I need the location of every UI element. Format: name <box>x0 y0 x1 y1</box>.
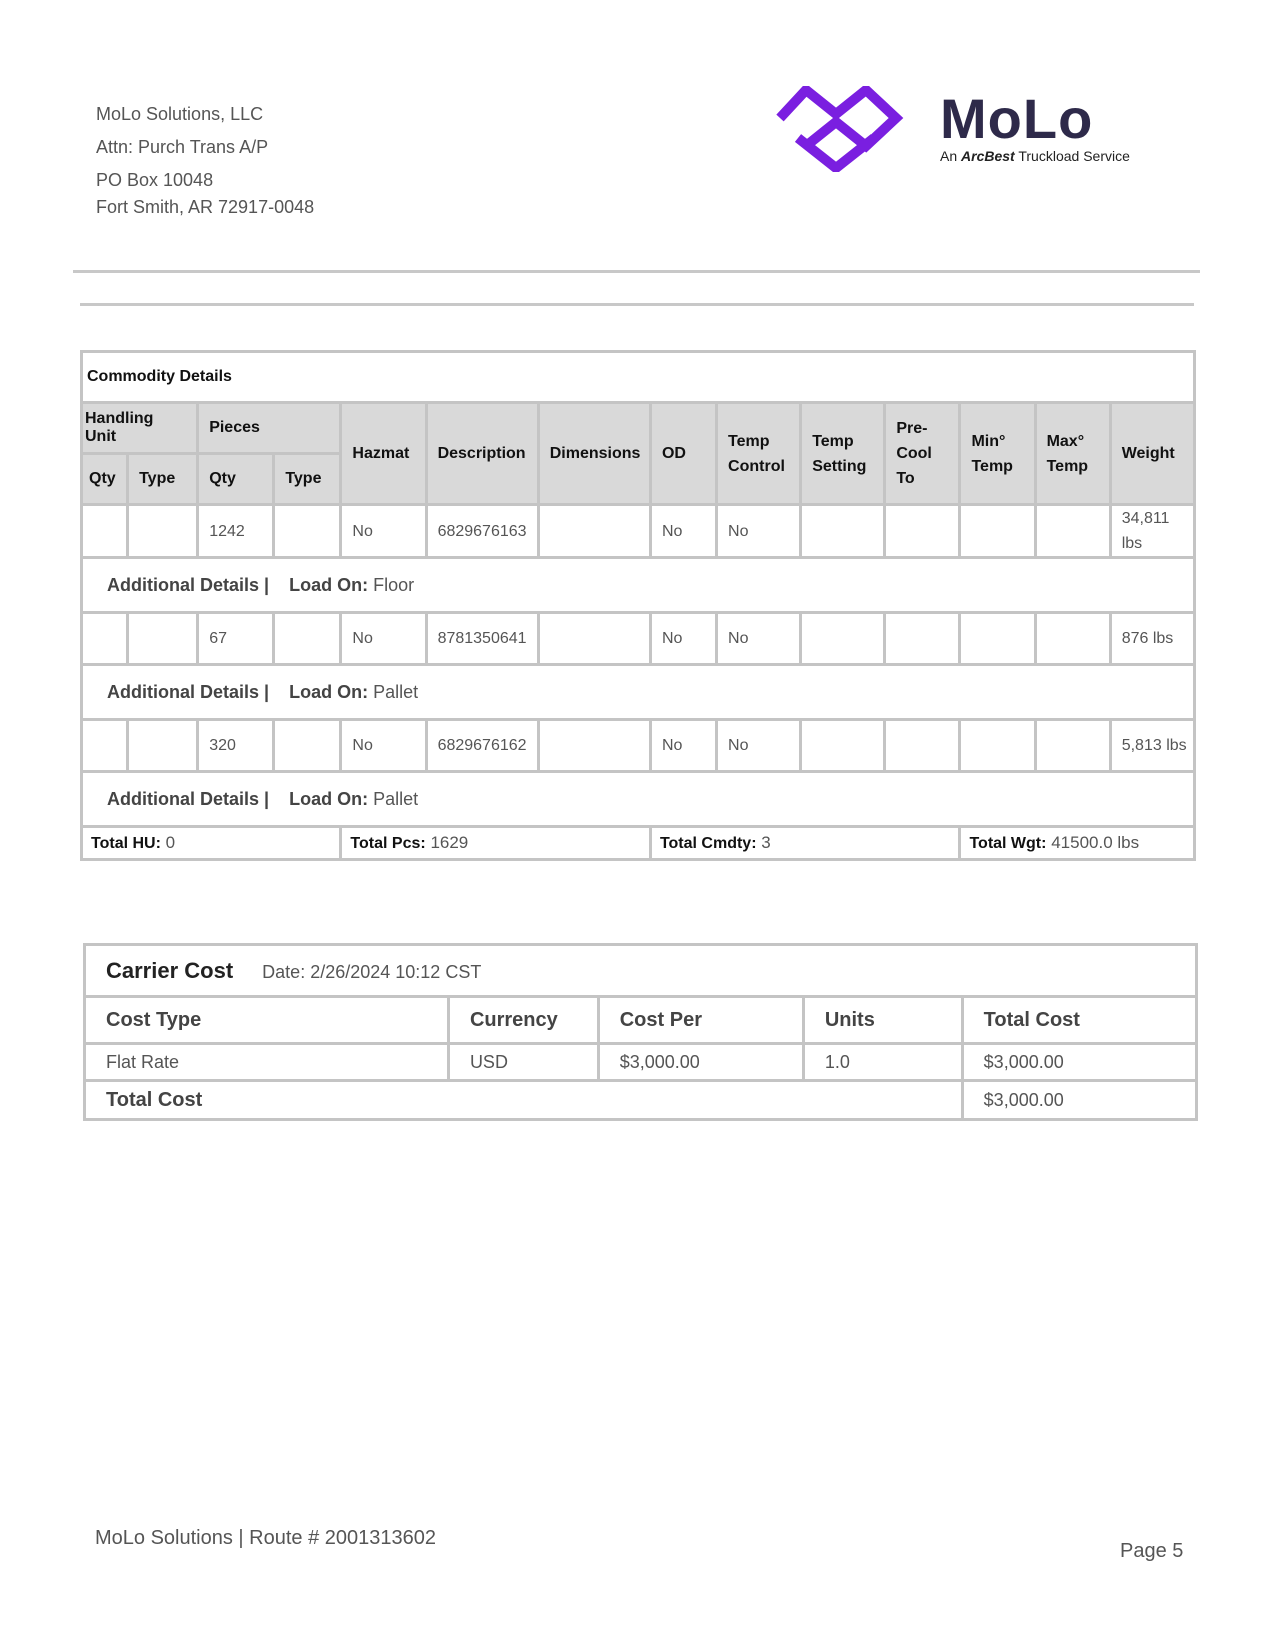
address-line-city: Fort Smith, AR 72917-0048 <box>96 197 315 217</box>
cell-weight: 34,811 lbs <box>1110 505 1194 558</box>
cell-units: 1.0 <box>803 1044 962 1081</box>
cell-hu-type <box>128 720 198 772</box>
total-cmdty-label: Total Cmdty: <box>659 835 757 852</box>
additional-details-row <box>82 558 1195 613</box>
cell-weight: 876 lbs <box>1110 613 1194 665</box>
commodity-row <box>82 505 1195 558</box>
cell-hu-qty <box>82 613 128 665</box>
logo-tag-brand: ArcBest <box>961 148 1015 164</box>
cell-cost-per: $3,000.00 <box>598 1044 803 1081</box>
cell-currency: USD <box>448 1044 598 1081</box>
cell-od: No <box>650 613 716 665</box>
page-number: Page 5 <box>1120 1540 1184 1562</box>
total-pcs-label: Total Pcs: <box>350 835 426 852</box>
header-pc-type: Type <box>274 454 341 505</box>
cell-description: 8781350641 <box>426 613 538 665</box>
load-on-label: Load On: <box>289 574 369 595</box>
col-total-cost: Total Cost <box>962 997 1196 1044</box>
col-units: Units <box>803 997 962 1044</box>
cell-temp-setting <box>801 720 885 772</box>
header-handling-unit: Handling Unit <box>82 403 198 454</box>
commodity-row <box>82 613 1195 665</box>
divider-top <box>73 270 1200 273</box>
cell-pc-type <box>274 720 341 772</box>
header-weight: Weight <box>1110 403 1194 505</box>
total-hu <box>82 827 341 860</box>
cell-pre-cool <box>885 613 960 665</box>
cell-temp-control: No <box>717 505 801 558</box>
carrier-cost-date: Date: 2/26/2024 10:12 CST <box>262 961 482 982</box>
cell-dimensions <box>538 720 650 772</box>
carrier-cost-header <box>85 945 1197 997</box>
col-cost-per: Cost Per <box>598 997 803 1044</box>
additional-details-row <box>82 772 1195 827</box>
commodity-totals-row <box>82 827 1195 860</box>
cell-temp-control: No <box>717 613 801 665</box>
cell-pc-qty: 320 <box>198 720 274 772</box>
address-line-attn: Attn: Purch Trans A/P <box>96 137 269 157</box>
cell-pre-cool <box>885 720 960 772</box>
cell-temp-setting <box>801 505 885 558</box>
cell-cost-type: Flat Rate <box>85 1044 449 1081</box>
cell-description: 6829676163 <box>426 505 538 558</box>
cell-pre-cool <box>885 505 960 558</box>
cell-pc-type <box>274 505 341 558</box>
cell-hu-qty <box>82 720 128 772</box>
cell-max-temp <box>1035 613 1110 665</box>
cell-min-temp <box>960 720 1035 772</box>
header-dimensions: Dimensions <box>538 403 650 505</box>
header-hu-type: Type <box>128 454 198 505</box>
address-line-pobox: PO Box 10048 <box>96 170 214 190</box>
additional-details <box>82 665 1195 720</box>
additional-details-label: Additional Details | <box>107 788 270 809</box>
total-cost-label: Total Cost <box>85 1081 963 1120</box>
cell-total-cost: $3,000.00 <box>962 1044 1196 1081</box>
cell-hu-qty <box>82 505 128 558</box>
header-min-temp: Min° Temp <box>960 403 1035 505</box>
col-cost-type: Cost Type <box>85 997 449 1044</box>
commodity-details-table <box>80 350 1196 861</box>
cell-temp-control: No <box>717 720 801 772</box>
col-currency: Currency <box>448 997 598 1044</box>
header-description: Description <box>426 403 538 505</box>
total-wgt-value: 41500.0 lbs <box>1051 833 1140 852</box>
load-on-value: Pallet <box>373 788 419 809</box>
cell-od: No <box>650 720 716 772</box>
cell-dimensions <box>538 613 650 665</box>
total-cmdty-value: 3 <box>761 833 771 852</box>
divider-second <box>80 303 1194 306</box>
cell-min-temp <box>960 505 1035 558</box>
cell-description: 6829676162 <box>426 720 538 772</box>
additional-details-label: Additional Details | <box>107 574 270 595</box>
header-max-temp: Max° Temp <box>1035 403 1110 505</box>
load-on-label: Load On: <box>289 681 369 702</box>
header-temp-setting: Temp Setting <box>801 403 885 505</box>
address-line-company: MoLo Solutions, LLC <box>96 104 264 124</box>
total-wgt-label: Total Wgt: <box>969 835 1047 852</box>
header-pc-qty: Qty <box>198 454 274 505</box>
additional-details-row <box>82 665 1195 720</box>
cell-weight: 5,813 lbs <box>1110 720 1194 772</box>
logo-tagline <box>940 148 1130 164</box>
total-pcs-value: 1629 <box>430 833 469 852</box>
total-cmdty <box>650 827 960 860</box>
total-pcs <box>341 827 651 860</box>
cell-hazmat: No <box>341 720 426 772</box>
cell-max-temp <box>1035 720 1110 772</box>
additional-details <box>82 558 1195 613</box>
additional-details-label: Additional Details | <box>107 681 270 702</box>
cell-pc-type <box>274 613 341 665</box>
cell-hu-type <box>128 505 198 558</box>
header-hazmat: Hazmat <box>341 403 426 505</box>
footer-route: MoLo Solutions | Route # 2001313602 <box>95 1527 437 1549</box>
load-on-value: Pallet <box>373 681 419 702</box>
cell-pc-qty: 67 <box>198 613 274 665</box>
logo-tag-prefix: An <box>940 148 958 164</box>
cell-dimensions <box>538 505 650 558</box>
cell-hu-type <box>128 613 198 665</box>
total-cost-value: $3,000.00 <box>962 1081 1196 1120</box>
commodity-row <box>82 720 1195 772</box>
total-hu-label: Total HU: <box>91 835 161 852</box>
carrier-cost-title: Carrier Cost <box>106 957 234 983</box>
total-hu-value: 0 <box>165 833 176 852</box>
total-wgt <box>960 827 1195 860</box>
cell-hazmat: No <box>341 613 426 665</box>
load-on-label: Load On: <box>289 788 369 809</box>
cell-min-temp <box>960 613 1035 665</box>
header-pieces: Pieces <box>198 403 341 454</box>
header-temp-control: Temp Control <box>717 403 801 505</box>
molo-logo-mark <box>776 86 906 172</box>
cell-max-temp <box>1035 505 1110 558</box>
total-cost-row <box>85 1081 1197 1120</box>
header-od: OD <box>650 403 716 505</box>
table-row <box>85 1044 1197 1081</box>
logo-wordmark: MoLo <box>940 87 1094 150</box>
logo-tag-suffix: Truckload Service <box>1018 148 1130 164</box>
additional-details <box>82 772 1195 827</box>
header-pre-cool: Pre- Cool To <box>885 403 960 505</box>
cell-od: No <box>650 505 716 558</box>
load-on-value: Floor <box>373 574 415 595</box>
cell-hazmat: No <box>341 505 426 558</box>
header-hu-qty: Qty <box>82 454 128 505</box>
cell-temp-setting <box>801 613 885 665</box>
commodity-details-title: Commodity Details <box>82 352 1195 403</box>
cell-pc-qty: 1242 <box>198 505 274 558</box>
carrier-cost-table <box>83 943 1198 1121</box>
